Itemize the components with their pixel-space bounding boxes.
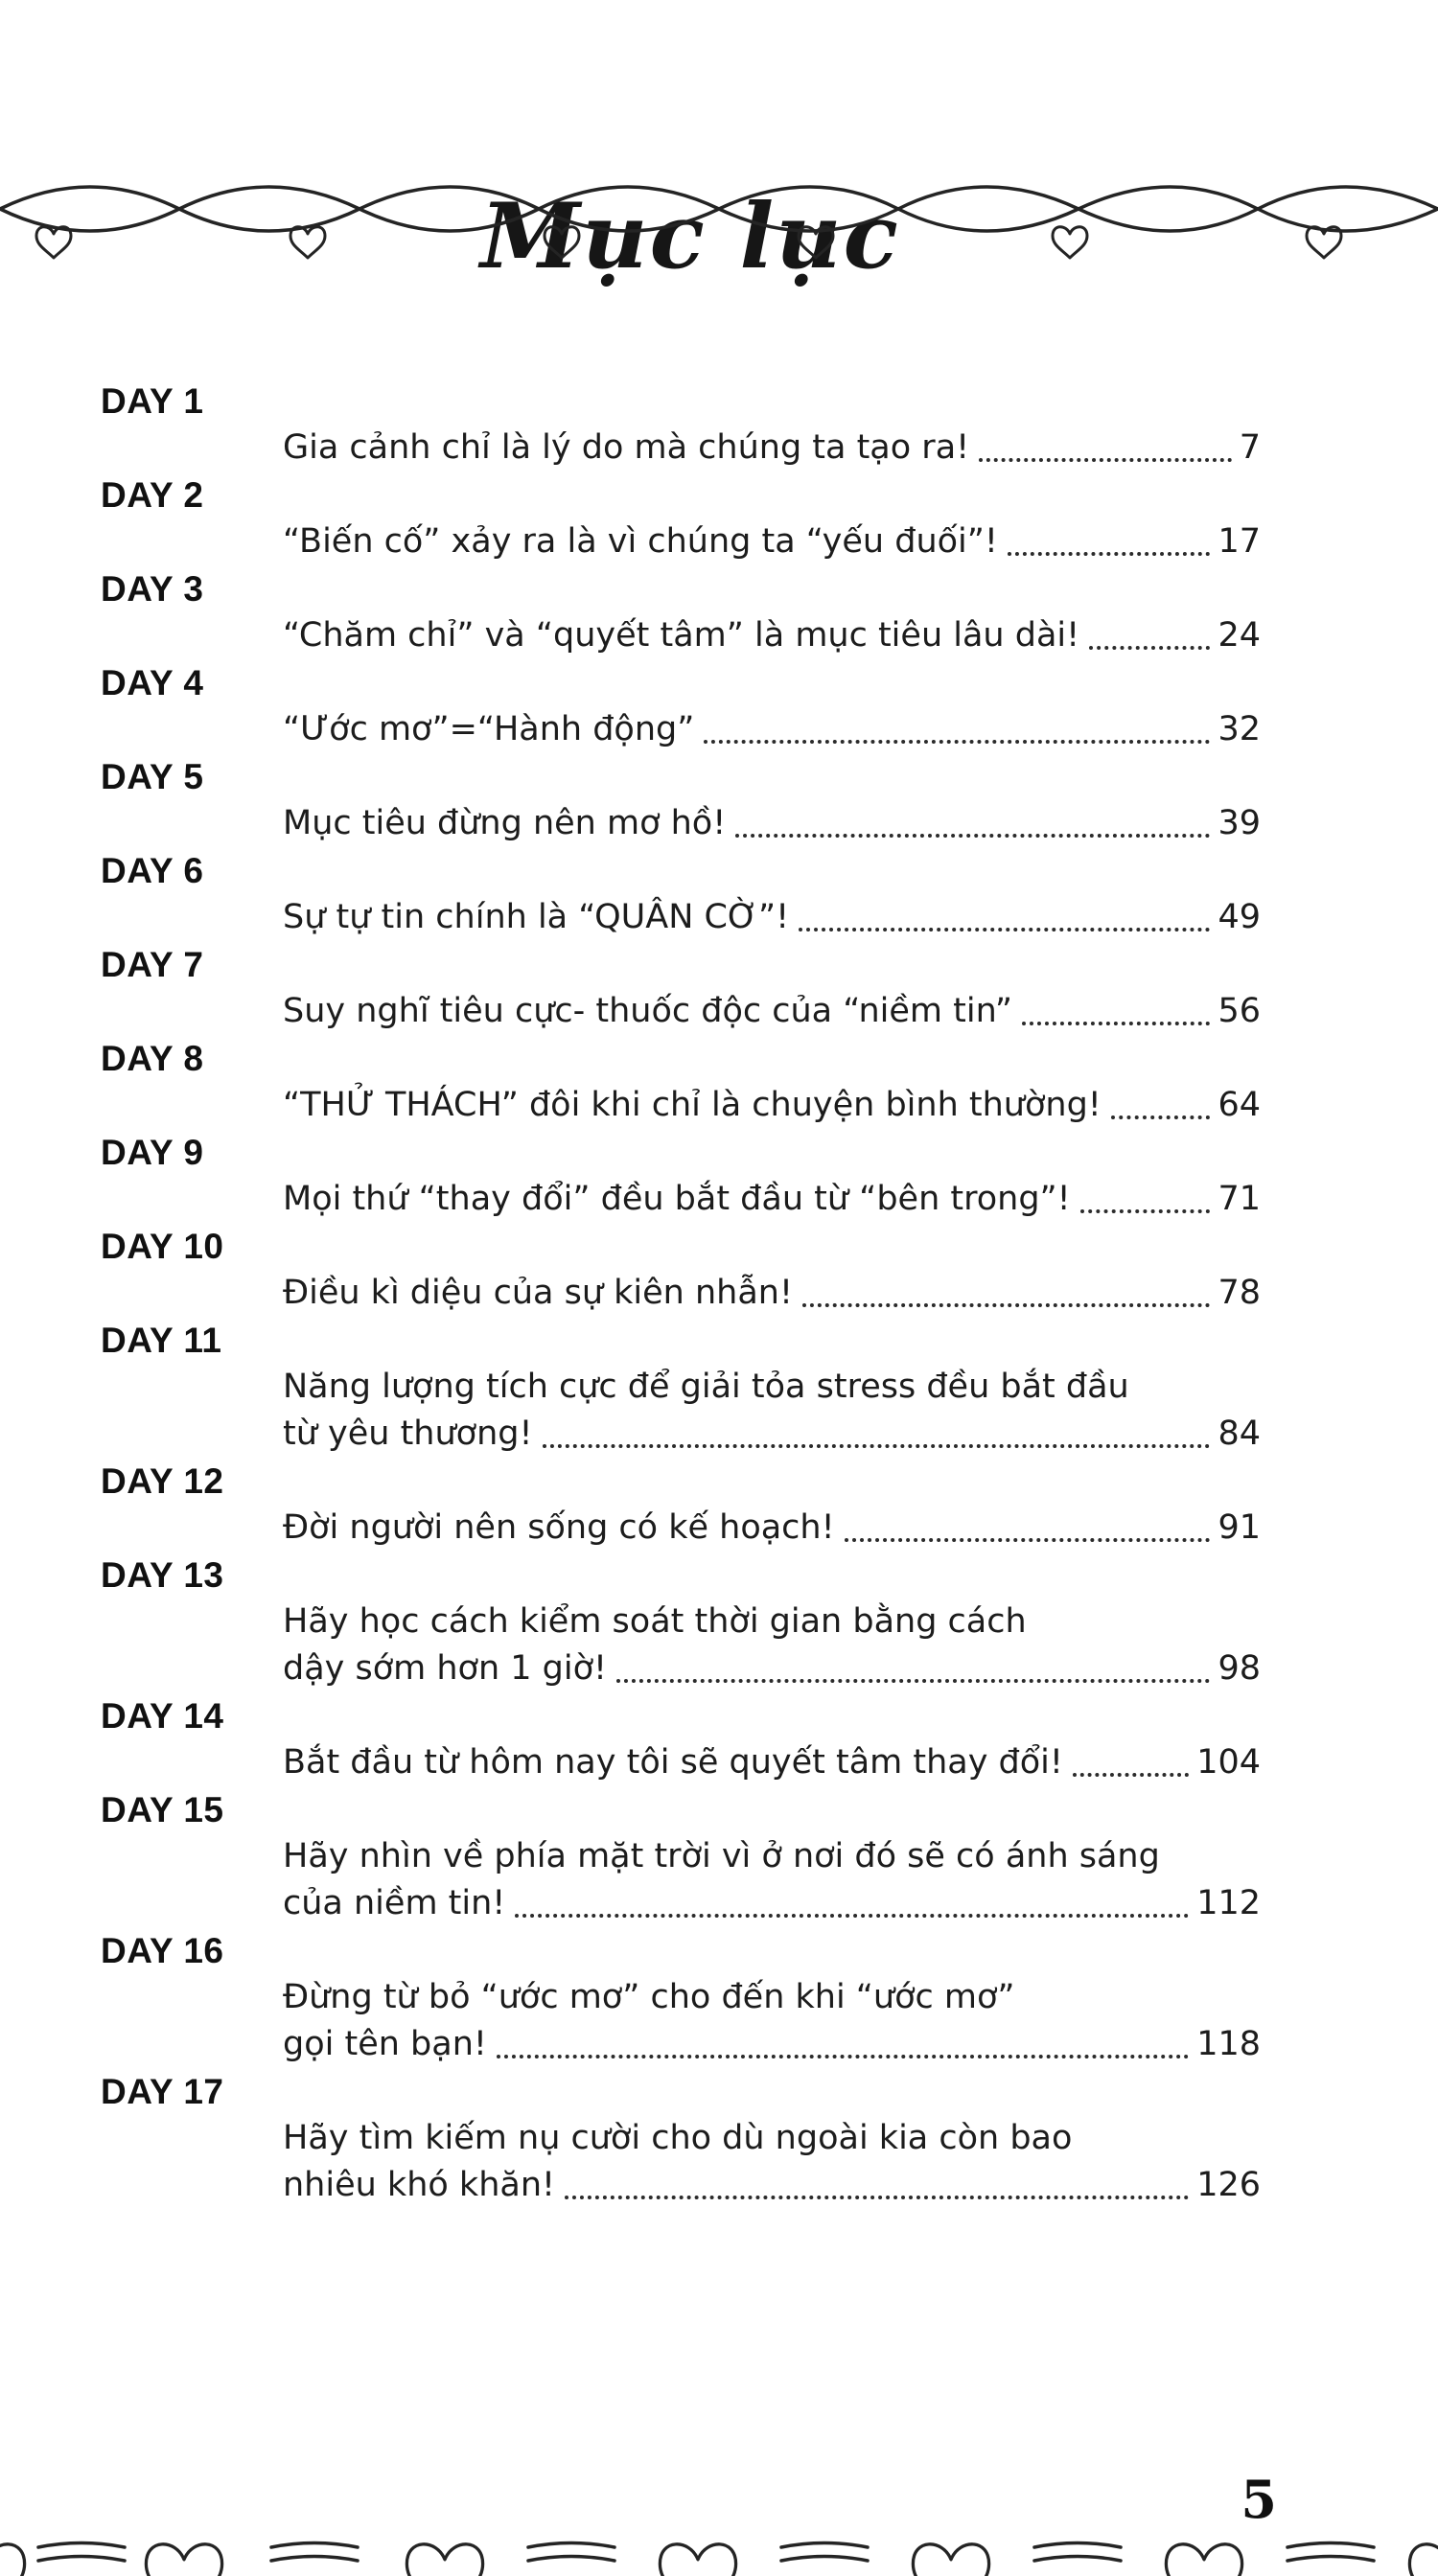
toc-entry-line <box>283 1974 1261 2021</box>
toc-entry-line <box>283 1645 1261 1692</box>
toc-entry-line <box>283 2115 1261 2162</box>
toc-entry-title: Bắt đầu từ hôm nay tôi sẽ quyết tâm thay đổi! <box>283 1743 1063 1782</box>
dot-leader <box>543 1411 1211 1448</box>
dot-leader <box>799 894 1210 932</box>
top-decorative-border <box>0 184 1438 264</box>
dot-leader <box>515 1880 1189 1918</box>
toc-entry-line <box>283 2021 1261 2068</box>
toc-entry <box>101 2068 1261 2209</box>
toc-page-number: 17 <box>1218 522 1261 561</box>
dot-leader <box>735 800 1210 838</box>
toc-day-label: DAY 15 <box>101 1790 224 1829</box>
toc-entry-title: Gia cảnh chỉ là lý do mà chúng ta tạo ra! <box>283 428 970 467</box>
toc-day-label: DAY 4 <box>101 663 204 702</box>
toc-entry-line <box>283 1505 1261 1552</box>
dot-leader <box>616 1645 1210 1683</box>
toc-day-label: DAY 2 <box>101 475 204 515</box>
toc-page-number: 7 <box>1239 428 1261 467</box>
toc-entry-title: Sự tự tin chính là “QUÂN CỜ”! <box>283 898 790 936</box>
toc-entry-title: Mục tiêu đừng nên mơ hồ! <box>283 804 727 842</box>
toc-page-number: 112 <box>1196 1884 1261 1922</box>
toc-entry <box>101 472 1261 565</box>
toc-page-number: 24 <box>1218 616 1261 655</box>
toc-entry <box>101 847 1261 941</box>
dot-leader <box>497 2021 1189 2058</box>
table-of-contents <box>0 378 1438 2209</box>
toc-day-label: DAY 3 <box>101 569 204 609</box>
toc-day-label: DAY 9 <box>101 1133 204 1172</box>
toc-entry-title: Hãy nhìn về phía mặt trời vì ở nơi đó sẽ có ánh sáng <box>283 1837 1160 1875</box>
toc-entry-line <box>283 1082 1261 1129</box>
toc-entry <box>101 1552 1261 1692</box>
toc-entry-line <box>283 988 1261 1035</box>
toc-entry-title: của niềm tin! <box>283 1884 506 1922</box>
toc-entry <box>101 1317 1261 1458</box>
toc-entry-line <box>283 894 1261 941</box>
toc-entry <box>101 565 1261 659</box>
toc-day-label: DAY 14 <box>101 1696 224 1736</box>
toc-entry <box>101 1223 1261 1317</box>
toc-entry-line <box>283 1270 1261 1317</box>
toc-entry-line <box>283 1598 1261 1645</box>
toc-page-number: 39 <box>1218 804 1261 842</box>
toc-entry-title: Năng lượng tích cực để giải tỏa stress đều bắt đầu <box>283 1368 1129 1406</box>
toc-page-number: 98 <box>1218 1649 1261 1688</box>
toc-entry <box>101 1458 1261 1552</box>
toc-entry-title: Đời người nên sống có kế hoạch! <box>283 1508 835 1547</box>
dot-leader <box>1089 612 1210 650</box>
toc-page-number: 56 <box>1218 992 1261 1030</box>
toc-entry-line <box>283 706 1261 753</box>
toc-entry <box>101 1927 1261 2068</box>
toc-day-label: DAY 8 <box>101 1039 204 1078</box>
toc-day-label: DAY 6 <box>101 851 204 890</box>
toc-entry-title: nhiêu khó khăn! <box>283 2166 556 2204</box>
toc-entry <box>101 1692 1261 1786</box>
toc-entry-line <box>283 1880 1261 1927</box>
toc-entry <box>101 378 1261 472</box>
toc-page-number: 71 <box>1218 1180 1261 1218</box>
dot-leader <box>802 1270 1210 1307</box>
toc-day-label: DAY 10 <box>101 1227 224 1266</box>
toc-entry-line <box>283 518 1261 565</box>
dot-leader <box>1022 988 1210 1025</box>
toc-day-label: DAY 16 <box>101 1931 224 1970</box>
folio-page-number: 5 <box>1241 2469 1277 2530</box>
dot-leader <box>565 2162 1189 2199</box>
dot-leader <box>1008 518 1211 556</box>
toc-entry <box>101 1786 1261 1927</box>
toc-entry <box>101 659 1261 753</box>
dot-leader <box>845 1505 1211 1542</box>
toc-entry-title: Đừng từ bỏ “ước mơ” cho đến khi “ước mơ” <box>283 1978 1015 2016</box>
dot-leader <box>979 425 1232 462</box>
toc-entry-line <box>283 1739 1261 1786</box>
toc-page-number: 49 <box>1218 898 1261 936</box>
toc-entry-line <box>283 1833 1261 1880</box>
toc-day-label: DAY 17 <box>101 2072 224 2111</box>
toc-page-number: 118 <box>1196 2025 1261 2063</box>
toc-day-label: DAY 5 <box>101 757 204 796</box>
toc-entry-line <box>283 1176 1261 1223</box>
toc-page-number: 32 <box>1218 710 1261 748</box>
toc-entry-line <box>283 425 1261 472</box>
toc-day-label: DAY 12 <box>101 1461 224 1501</box>
toc-page-number: 104 <box>1196 1743 1261 1782</box>
toc-day-label: DAY 1 <box>101 381 204 421</box>
toc-entry <box>101 1035 1261 1129</box>
toc-entry-line <box>283 612 1261 659</box>
page-title: Mục lục <box>480 184 900 289</box>
toc-day-label: DAY 11 <box>101 1321 222 1360</box>
toc-entry-title: “Chăm chỉ” và “quyết tâm” là mục tiêu lâu dài! <box>283 616 1080 655</box>
toc-entry-title: “Ước mơ”=“Hành động” <box>283 710 695 748</box>
bottom-decorative-border <box>0 2509 1438 2576</box>
toc-entry-title: Suy nghĩ tiêu cực- thuốc độc của “niềm tin” <box>283 992 1012 1030</box>
toc-entry-title: “Biến cố” xảy ra là vì chúng ta “yếu đuối”! <box>283 522 998 561</box>
toc-day-label: DAY 7 <box>101 945 204 984</box>
heart-icon <box>0 2544 1438 2576</box>
toc-entry-line <box>283 1411 1261 1458</box>
toc-page-number: 126 <box>1196 2166 1261 2204</box>
toc-entry-title: từ yêu thương! <box>283 1414 533 1453</box>
dot-leader <box>704 706 1210 744</box>
toc-entry <box>101 753 1261 847</box>
toc-entry-line <box>283 800 1261 847</box>
toc-entry-line <box>283 1364 1261 1411</box>
toc-entry-title: Hãy học cách kiểm soát thời gian bằng cách <box>283 1602 1027 1641</box>
toc-entry-title: Điều kì diệu của sự kiên nhẫn! <box>283 1274 793 1312</box>
dot-leader <box>1080 1176 1211 1213</box>
toc-entry-line <box>283 2162 1261 2209</box>
heart-icon <box>36 227 1341 258</box>
toc-day-label: DAY 13 <box>101 1555 224 1595</box>
toc-page-number: 64 <box>1218 1086 1261 1124</box>
toc-entry-title: gọi tên bạn! <box>283 2025 487 2063</box>
toc-entry-title: “THỬ THÁCH” đôi khi chỉ là chuyện bình thường! <box>283 1086 1102 1124</box>
toc-entry-title: dậy sớm hơn 1 giờ! <box>283 1649 608 1688</box>
dot-leader <box>1073 1739 1189 1777</box>
toc-entry-title: Hãy tìm kiếm nụ cười cho dù ngoài kia còn bao <box>283 2119 1073 2157</box>
toc-page-number: 91 <box>1218 1508 1261 1547</box>
dot-leader <box>1111 1082 1211 1119</box>
toc-entry <box>101 1129 1261 1223</box>
toc-page-number: 78 <box>1218 1274 1261 1312</box>
toc-entry-title: Mọi thứ “thay đổi” đều bắt đầu từ “bên trong”! <box>283 1180 1071 1218</box>
toc-page-number: 84 <box>1218 1414 1261 1453</box>
toc-entry <box>101 941 1261 1035</box>
